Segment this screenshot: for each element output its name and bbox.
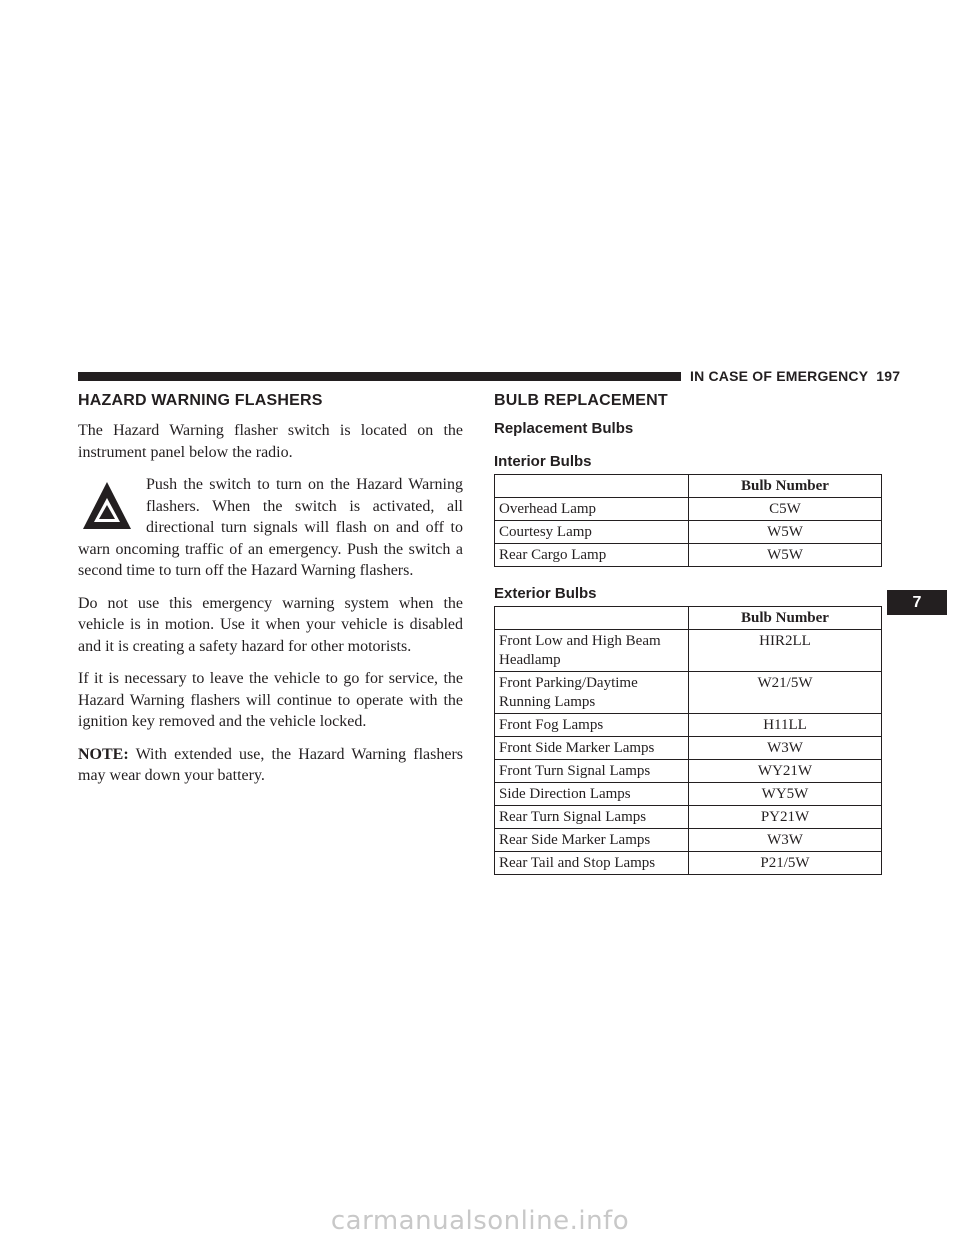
hazard-para-4: If it is necessary to leave the vehicle to go for service, the Hazard Warning flashers will continue to operate with the ignition key removed and the vehicle locked. <box>78 670 463 730</box>
table-row <box>495 498 882 521</box>
lamp-name: Rear Cargo Lamp <box>495 544 689 567</box>
chapter-tab: 7 <box>887 590 947 615</box>
header-section: IN CASE OF EMERGENCY <box>690 368 869 384</box>
bulb-number: W3W <box>689 829 882 852</box>
bulb-number: H11LL <box>689 714 882 737</box>
note-label: NOTE: <box>78 745 129 763</box>
interior-bulbs-table <box>494 474 882 567</box>
table-row <box>495 783 882 806</box>
hazard-para-1: The Hazard Warning flasher switch is located on the instrument panel below the radio. <box>78 422 463 461</box>
table-header-blank <box>495 475 689 498</box>
lamp-name: Rear Turn Signal Lamps <box>495 806 689 829</box>
replacement-bulbs-heading: Replacement Bulbs <box>494 420 634 437</box>
bulb-number: W3W <box>689 737 882 760</box>
table-header-row <box>495 607 882 630</box>
table-row <box>495 714 882 737</box>
lamp-name: Front Turn Signal Lamps <box>495 760 689 783</box>
table-header-bulb-number: Bulb Number <box>689 607 882 630</box>
table-row <box>495 544 882 567</box>
bulb-number: HIR2LL <box>689 630 882 672</box>
page-number: 197 <box>876 368 901 384</box>
interior-bulbs-heading: Interior Bulbs <box>494 453 592 470</box>
hazard-note <box>78 744 463 787</box>
bulb-number: WY21W <box>689 760 882 783</box>
lamp-name: Overhead Lamp <box>495 498 689 521</box>
bulb-section <box>494 392 882 875</box>
lamp-name: Courtesy Lamp <box>495 521 689 544</box>
table-row <box>495 852 882 875</box>
bulb-number: W21/5W <box>689 672 882 714</box>
hazard-para-3: Do not use this emergency warning system when the vehicle is in motion. Use it when your vehicle is disabled and it is creating a safety hazard for other motorists. <box>78 594 463 655</box>
header-rule <box>78 372 681 381</box>
hazard-para-2-block <box>78 474 463 582</box>
bulb-number: W5W <box>689 544 882 567</box>
bulb-number: WY5W <box>689 783 882 806</box>
lamp-name: Front Low and High Beam Headlamp <box>495 630 689 672</box>
bulb-number: P21/5W <box>689 852 882 875</box>
lamp-name: Front Fog Lamps <box>495 714 689 737</box>
lamp-name: Rear Tail and Stop Lamps <box>495 852 689 875</box>
table-header-row <box>495 475 882 498</box>
exterior-bulbs-table <box>494 606 882 875</box>
watermark: carmanualsonline.info <box>330 1206 630 1236</box>
lamp-name: Front Side Marker Lamps <box>495 737 689 760</box>
bulb-number: C5W <box>689 498 882 521</box>
table-header-bulb-number: Bulb Number <box>689 475 882 498</box>
bulb-number: W5W <box>689 521 882 544</box>
table-row <box>495 521 882 544</box>
table-row <box>495 737 882 760</box>
table-header-blank <box>495 607 689 630</box>
table-row <box>495 630 882 672</box>
hazard-warning-triangle-icon <box>82 480 132 532</box>
lamp-name: Side Direction Lamps <box>495 783 689 806</box>
exterior-bulbs-heading: Exterior Bulbs <box>494 585 597 602</box>
hazard-para-2: Push the switch to turn on the Hazard Warning flashers. When the switch is activated, all directional turn signals will flash on and off to warn oncoming traffic of an emergency. Push the switch a second time to turn off the Hazard Warning flashers. <box>78 476 463 579</box>
note-text: With extended use, the Hazard Warning flashers may wear down your battery. <box>78 745 464 784</box>
bulb-title: BULB REPLACEMENT <box>494 392 668 409</box>
table-row <box>495 806 882 829</box>
hazard-section <box>78 392 463 798</box>
hazard-title: HAZARD WARNING FLASHERS <box>78 392 323 409</box>
table-row <box>495 760 882 783</box>
lamp-name: Front Parking/Daytime Running Lamps <box>495 672 689 714</box>
bulb-number: PY21W <box>689 806 882 829</box>
lamp-name: Rear Side Marker Lamps <box>495 829 689 852</box>
table-row <box>495 829 882 852</box>
running-header <box>690 368 900 384</box>
table-row <box>495 672 882 714</box>
